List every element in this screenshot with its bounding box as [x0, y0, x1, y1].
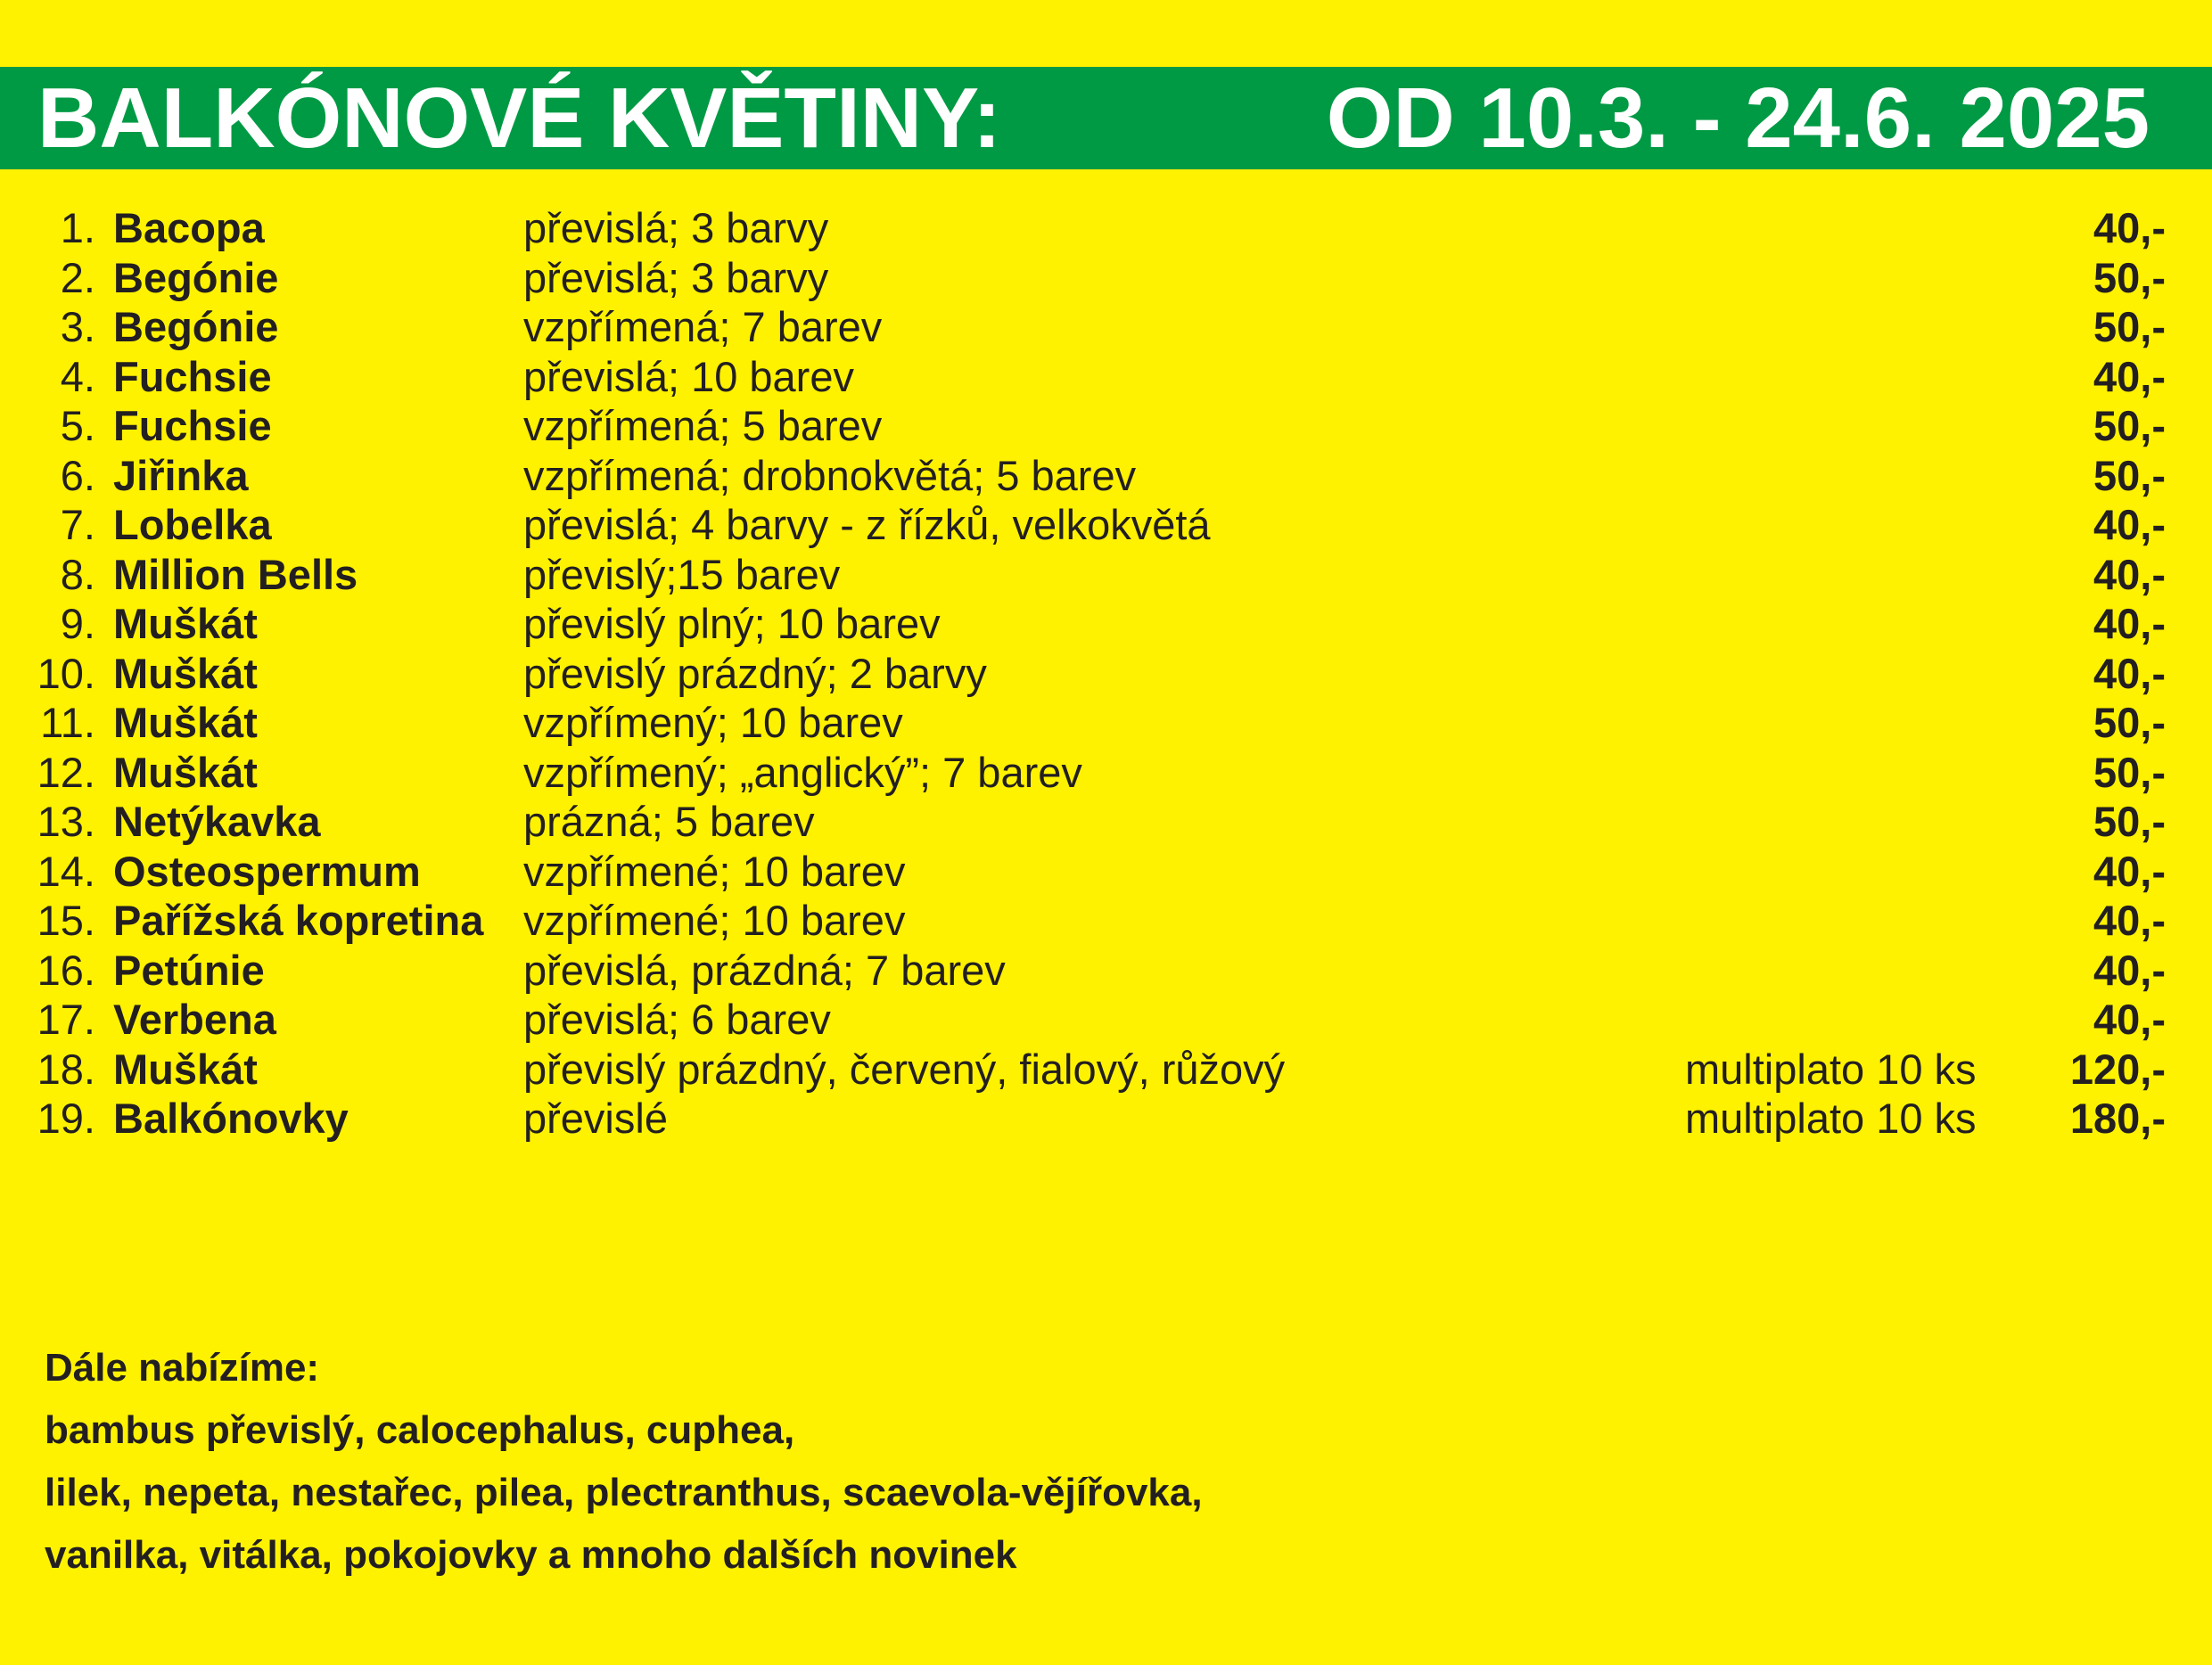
item-number: 5.	[60, 402, 95, 449]
item-number: 1.	[60, 204, 95, 251]
item-name: Osteospermum	[113, 847, 421, 895]
item-number: 15.	[37, 897, 95, 944]
item-number: 10.	[37, 649, 95, 697]
list-item	[0, 1094, 2212, 1144]
item-description: převislá; 10 barev	[523, 352, 854, 400]
item-name: Verbena	[113, 996, 276, 1043]
item-price: 40,-	[2093, 996, 2166, 1043]
item-description: převislý;15 barev	[523, 550, 841, 598]
item-number: 8.	[60, 550, 95, 598]
price-list	[0, 203, 2212, 1144]
item-description: převislá, prázdná; 7 barev	[523, 946, 1006, 994]
item-price: 40,-	[2093, 550, 2166, 598]
list-item	[0, 203, 2212, 253]
list-item	[0, 500, 2212, 550]
item-price: 50,-	[2093, 451, 2166, 499]
item-number: 7.	[60, 501, 95, 548]
item-description: převislá; 3 barvy	[523, 253, 829, 301]
item-name: Million Bells	[113, 550, 358, 598]
item-description: vzpřímená; 7 barev	[523, 303, 883, 350]
item-number: 14.	[37, 847, 95, 895]
item-price: 50,-	[2093, 402, 2166, 449]
additional-offer	[45, 1337, 1203, 1587]
item-price: 50,-	[2093, 253, 2166, 301]
item-description: vzpřímená; 5 barev	[523, 402, 883, 449]
list-item	[0, 352, 2212, 402]
item-description: převislá; 6 barev	[523, 996, 831, 1043]
additional-offer-line: bambus převislý, calocephalus, cuphea,	[45, 1408, 795, 1452]
item-name: Muškát	[113, 748, 258, 796]
item-name: Begónie	[113, 253, 279, 301]
item-description: vzpřímené; 10 barev	[523, 847, 906, 895]
list-item	[0, 550, 2212, 600]
item-pack: multiplato 10 ks	[1685, 1045, 1977, 1093]
item-name: Jiřinka	[113, 451, 249, 499]
item-price: 40,-	[2093, 600, 2166, 647]
additional-offer-line: lilek, nepeta, nestařec, pilea, plectranthus, scaevola-vějířovka,	[45, 1471, 1203, 1514]
item-price: 180,-	[2069, 1095, 2166, 1142]
list-item	[0, 649, 2212, 699]
item-description: vzpřímený; „anglický”; 7 barev	[523, 748, 1082, 796]
item-price: 50,-	[2093, 798, 2166, 845]
item-number: 6.	[60, 451, 95, 499]
item-name: Muškát	[113, 600, 258, 647]
item-name: Fuchsie	[113, 352, 272, 400]
item-description: vzpřímený; 10 barev	[523, 699, 903, 746]
item-price: 40,-	[2093, 847, 2166, 895]
item-name: Muškát	[113, 699, 258, 746]
item-description: vzpřímené; 10 barev	[523, 897, 906, 944]
item-number: 18.	[37, 1045, 95, 1093]
additional-offer-heading: Dále nabízíme:	[45, 1346, 320, 1390]
list-item	[0, 1045, 2212, 1095]
item-description: převislá; 3 barvy	[523, 204, 829, 251]
page-title: BALKÓNOVÉ KVĚTINY:	[37, 70, 1001, 166]
item-price: 50,-	[2093, 699, 2166, 746]
list-item	[0, 451, 2212, 501]
item-number: 13.	[37, 798, 95, 845]
item-name: Fuchsie	[113, 402, 272, 449]
list-item	[0, 302, 2212, 352]
item-pack: multiplato 10 ks	[1685, 1095, 1977, 1142]
item-number: 4.	[60, 352, 95, 400]
item-name: Netýkavka	[113, 798, 321, 845]
item-price: 40,-	[2093, 501, 2166, 548]
item-number: 19.	[37, 1095, 95, 1142]
item-description: převislý prázdný; 2 barvy	[523, 649, 987, 697]
list-item	[0, 797, 2212, 847]
item-number: 12.	[37, 748, 95, 796]
item-name: Bacopa	[113, 204, 265, 251]
item-price: 40,-	[2093, 204, 2166, 251]
list-item	[0, 401, 2212, 451]
item-name: Muškát	[113, 1045, 258, 1093]
item-number: 9.	[60, 600, 95, 647]
item-description: vzpřímená; drobnokvětá; 5 barev	[523, 451, 1137, 499]
item-price: 50,-	[2093, 303, 2166, 350]
item-name: Balkónovky	[113, 1095, 349, 1142]
item-name: Lobelka	[113, 501, 272, 548]
item-price: 120,-	[2069, 1045, 2166, 1093]
item-price: 40,-	[2093, 897, 2166, 944]
additional-offer-line: vanilka, vitálka, pokojovky a mnoho dalších novinek	[45, 1533, 1017, 1577]
item-number: 17.	[37, 996, 95, 1043]
top-margin	[0, 0, 2212, 67]
item-name: Begónie	[113, 303, 279, 350]
list-item	[0, 896, 2212, 946]
date-range: OD 10.3. - 24.6. 2025	[1326, 70, 2150, 166]
item-price: 40,-	[2093, 946, 2166, 994]
item-description: převislý plný; 10 barev	[523, 600, 941, 647]
item-number: 16.	[37, 946, 95, 994]
list-item	[0, 698, 2212, 748]
item-name: Pařížská kopretina	[113, 897, 484, 944]
item-number: 3.	[60, 303, 95, 350]
item-name: Muškát	[113, 649, 258, 697]
list-item	[0, 748, 2212, 798]
item-number: 2.	[60, 253, 95, 301]
item-price: 40,-	[2093, 649, 2166, 697]
title-banner	[0, 67, 2212, 169]
item-description: převislý prázdný, červený, fialový, růžový	[523, 1045, 1286, 1093]
item-description: prázná; 5 barev	[523, 798, 815, 845]
list-item	[0, 995, 2212, 1045]
item-description: převislé	[523, 1095, 668, 1142]
item-number: 11.	[40, 699, 95, 746]
list-item	[0, 847, 2212, 897]
list-item	[0, 599, 2212, 649]
list-item	[0, 253, 2212, 303]
item-description: převislá; 4 barvy - z řízků, velkokvětá	[523, 501, 1211, 548]
list-item	[0, 946, 2212, 996]
item-name: Petúnie	[113, 946, 265, 994]
item-price: 40,-	[2093, 352, 2166, 400]
item-price: 50,-	[2093, 748, 2166, 796]
